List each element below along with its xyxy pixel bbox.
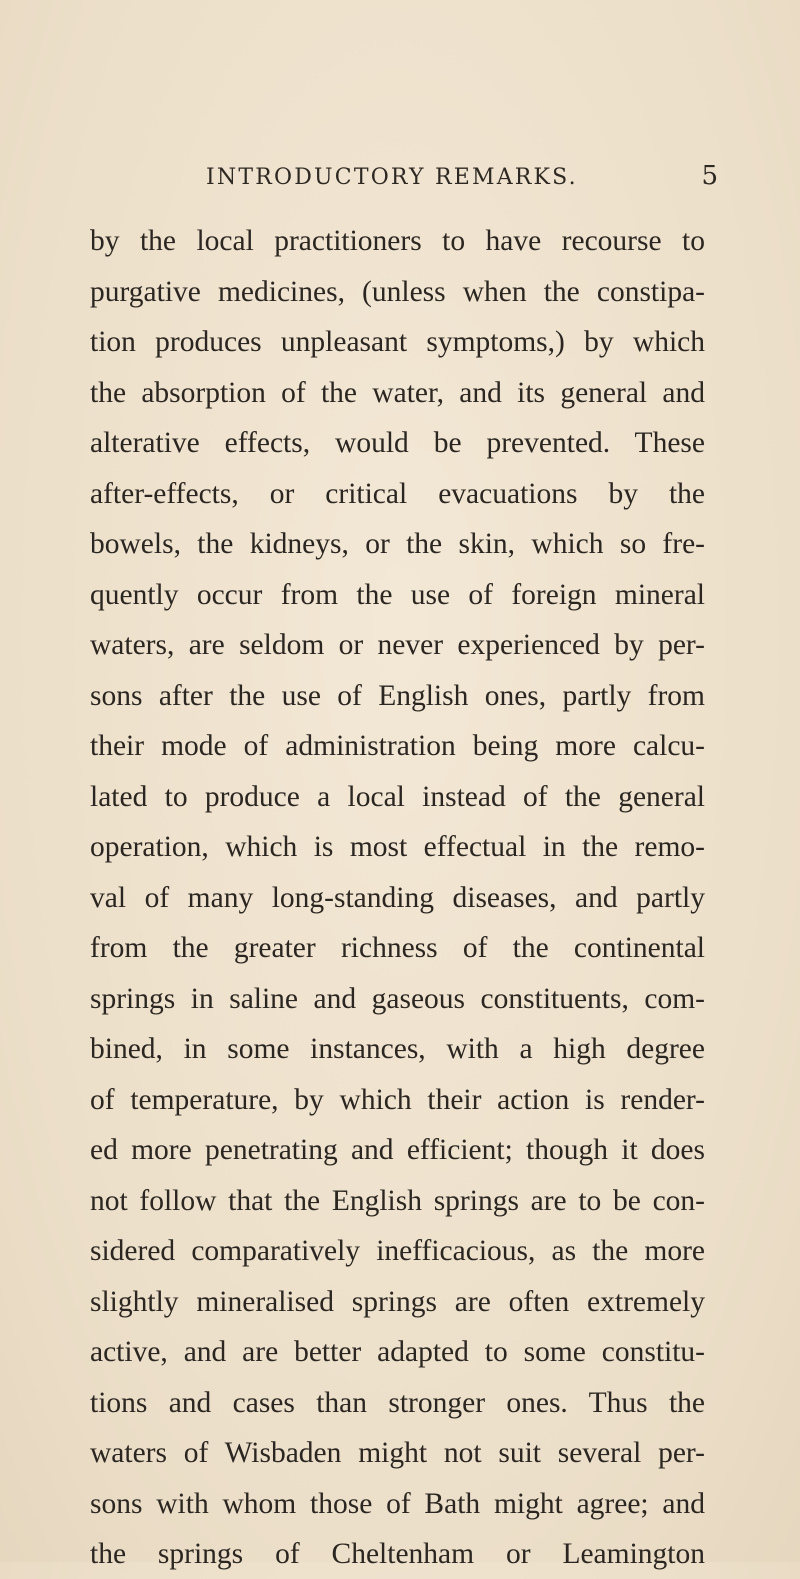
text-line: waters, are seldom or never experienced by per- [90, 629, 705, 661]
text-line: slightly mineralised springs are often extremely [90, 1285, 705, 1318]
text-line: their mode of administration being more calcu- [90, 730, 705, 762]
text-line: operation, which is most effectual in the remo- [90, 831, 705, 863]
text-line: quently occur from the use of foreign mineral [90, 578, 705, 611]
text-line: after-effects, or critical evacuations by the [90, 477, 705, 510]
text-line: of temperature, by which their action is render- [90, 1083, 705, 1116]
page-number: 5 [701, 161, 718, 191]
text-line: lated to produce a local instead of the general [90, 780, 705, 813]
text-line: springs in saline and gaseous constituents, com- [90, 982, 705, 1015]
text-line: purgative medicines, (unless when the constipa- [90, 275, 705, 308]
text-line: alterative effects, would be prevented. These [90, 427, 705, 459]
text-line: from the greater richness of the continental [90, 932, 705, 964]
text-line: bowels, the kidneys, or the skin, which so fre- [90, 528, 705, 560]
text-line: bined, in some instances, with a high degree [90, 1033, 705, 1065]
text-line: not follow that the English springs are to be con- [90, 1184, 705, 1217]
text-line: sons after the use of English ones, partly from [90, 679, 705, 712]
text-line: active, and are better adapted to some constitu- [90, 1336, 705, 1368]
text-line: the absorption of the water, and its general and [90, 376, 705, 409]
running-head [206, 161, 718, 201]
text-line: waters of Wisbaden might not suit several per- [90, 1437, 705, 1469]
text-line: by the local practitioners to have recourse to [90, 225, 705, 257]
running-title: INTRODUCTORY REMARKS. [206, 165, 578, 190]
text-line: tion produces unpleasant symptoms,) by which [90, 326, 705, 358]
text-line: val of many long-standing diseases, and partly [90, 881, 705, 914]
text-line: tions and cases than stronger ones. Thus the [90, 1386, 705, 1419]
text-line: sidered comparatively inefficacious, as the more [90, 1235, 705, 1267]
text-line: the springs of Cheltenham or Leamington [90, 1538, 705, 1570]
text-line: sons with whom those of Bath might agree; and [90, 1487, 705, 1520]
text-line: ed more penetrating and efficient; though it does [90, 1134, 705, 1166]
